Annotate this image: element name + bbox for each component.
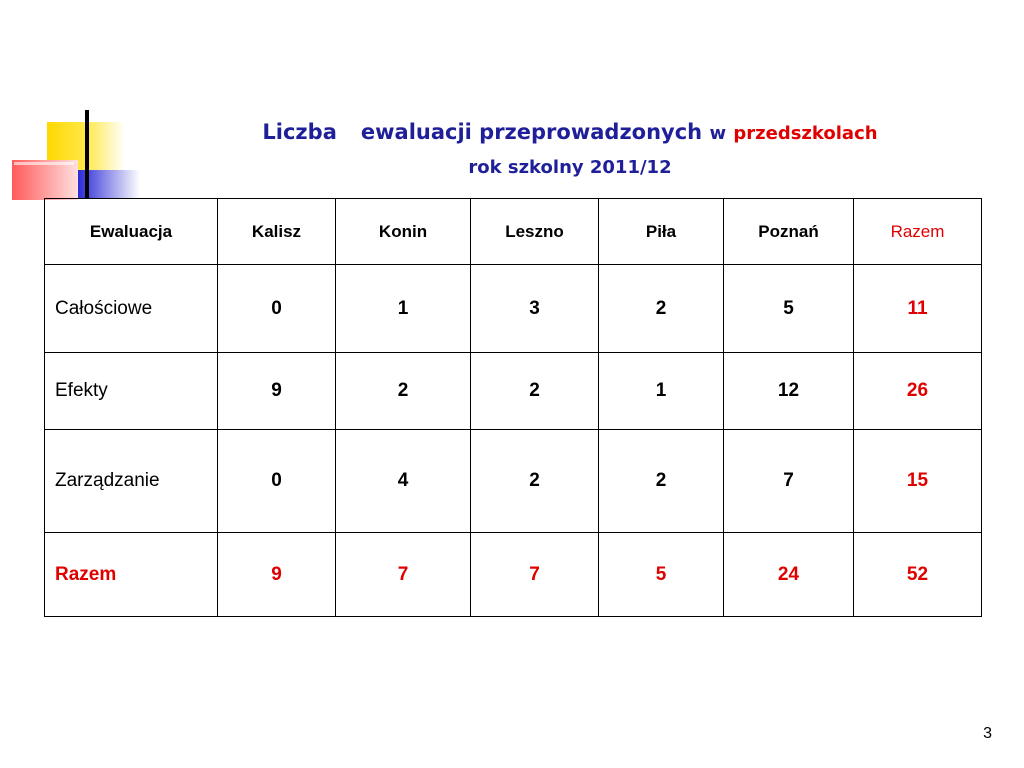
row-label: Razem: [45, 533, 218, 617]
title-part-ewaluacji: ewaluacji przeprowadzonych: [360, 120, 703, 144]
table-header-row: [45, 199, 982, 265]
table-cell: 24: [724, 533, 854, 617]
row-total-cell: 52: [854, 533, 982, 617]
table-cell: 2: [471, 430, 599, 533]
evaluation-table: [44, 198, 982, 617]
page-number: 3: [983, 725, 992, 742]
table-cell: 12: [724, 353, 854, 430]
title-part-przedszkolach: przedszkolach: [733, 123, 878, 144]
table-cell: 9: [218, 533, 336, 617]
row-total-cell: 15: [854, 430, 982, 533]
slide-subtitle: rok szkolny 2011/12: [468, 157, 672, 178]
table-cell: 2: [471, 353, 599, 430]
table-row: [45, 430, 982, 533]
table-cell: 0: [218, 430, 336, 533]
table-cell: 7: [336, 533, 471, 617]
title-part-w: w: [709, 123, 727, 144]
table-cell: 7: [724, 430, 854, 533]
header-cell: Ewaluacja: [45, 199, 218, 265]
table-cell: 3: [471, 265, 599, 353]
table-cell: 5: [599, 533, 724, 617]
table-total-row: [45, 533, 982, 617]
header-cell: Kalisz: [218, 199, 336, 265]
table-cell: 1: [599, 353, 724, 430]
table-cell: 2: [599, 430, 724, 533]
table-cell: 2: [599, 265, 724, 353]
table-row: [45, 265, 982, 353]
table-cell: 9: [218, 353, 336, 430]
header-cell: Piła: [599, 199, 724, 265]
table-cell: 7: [471, 533, 599, 617]
row-label: Zarządzanie: [45, 430, 218, 533]
table-cell: 1: [336, 265, 471, 353]
table-cell: 4: [336, 430, 471, 533]
row-total-cell: 26: [854, 353, 982, 430]
row-label: Całościowe: [45, 265, 218, 353]
table-row: [45, 353, 982, 430]
header-cell: Konin: [336, 199, 471, 265]
row-total-cell: 11: [854, 265, 982, 353]
header-cell: Leszno: [471, 199, 599, 265]
table-cell: 5: [724, 265, 854, 353]
table-cell: 2: [336, 353, 471, 430]
header-cell: Poznań: [724, 199, 854, 265]
slide-title: [140, 122, 1000, 143]
header-cell-razem: Razem: [854, 199, 982, 265]
table-cell: 0: [218, 265, 336, 353]
title-part-liczba: Liczba: [262, 120, 337, 144]
row-label: Efekty: [45, 353, 218, 430]
